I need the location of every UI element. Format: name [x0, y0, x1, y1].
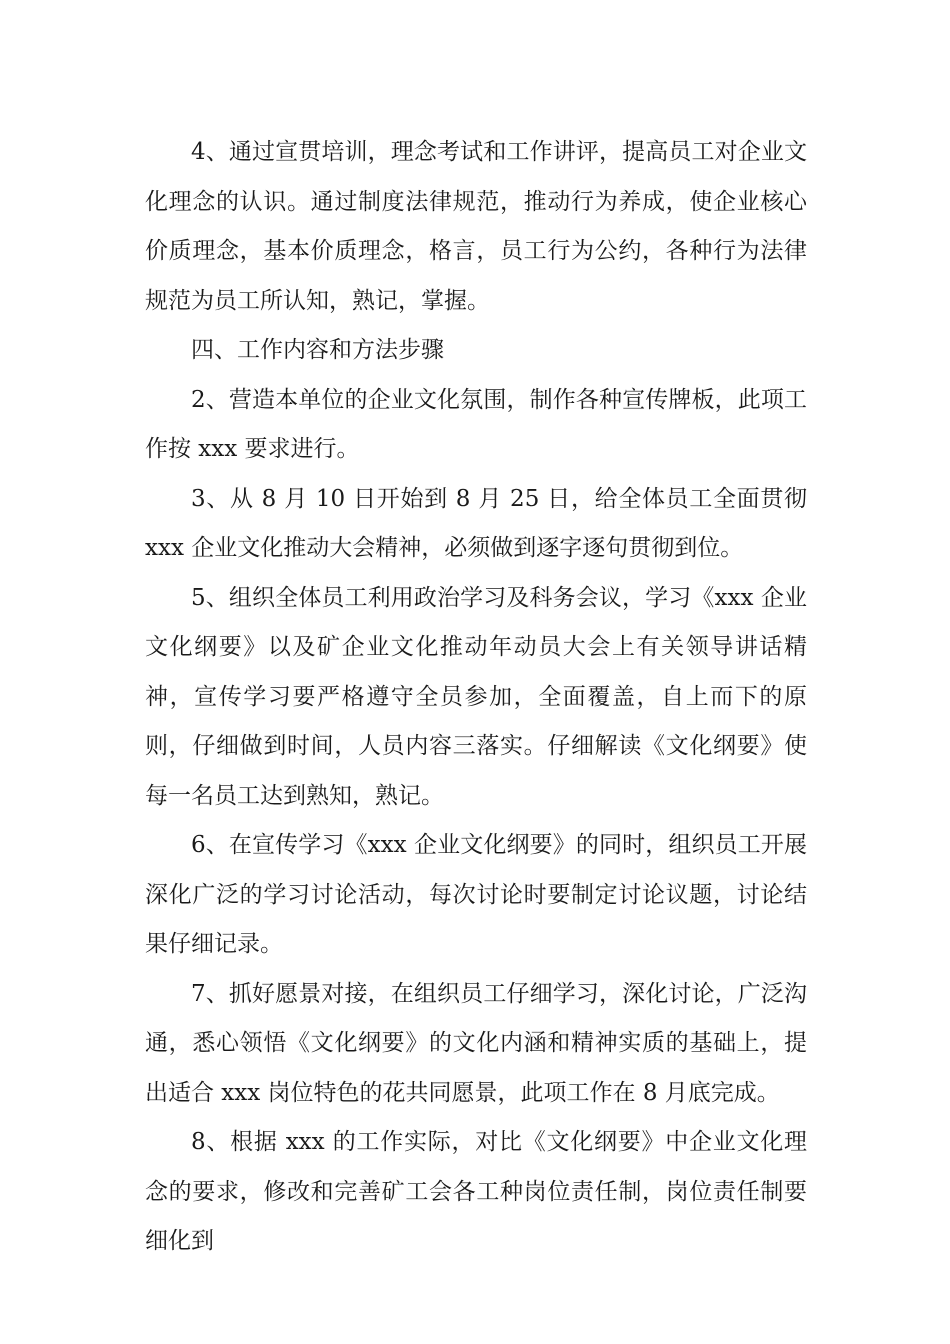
paragraph-item-3-schedule: 3、从 8 月 10 日开始到 8 月 25 日，给全体员工全面贯彻 xxx 企业文化推动大会精神，必须做到逐字逐句贯彻到位。 — [145, 485, 807, 561]
paragraph-item-2-atmosphere: 2、营造本单位的企业文化氛围，制作各种宣传牌板，此项工作按 xxx 要求进行。 — [145, 386, 807, 462]
document-body — [145, 128, 807, 1267]
paragraph-item-5-study: 5、组织全体员工利用政治学习及科务会议，学习《xxx 企业文化纲要》以及矿企业文化推动年动员大会上有关领导讲话精神，宣传学习要严格遵守全员参加，全面覆盖，自上而下的原则，仔细做到时间，人员内容三落实。仔细解读《文化纲要》使每一名员工达到熟知，熟记。 — [145, 584, 807, 809]
section-heading-work-content: 四、工作内容和方法步骤 — [191, 337, 444, 363]
paragraph-item-7-vision: 7、抓好愿景对接，在组织员工仔细学习，深化讨论，广泛沟通，悉心领悟《文化纲要》的文化内涵和精神实质的基础上，提出适合 xxx 岗位特色的花共同愿景，此项工作在 8 月底完成。 — [145, 980, 807, 1106]
paragraph-item-8-responsibility: 8、根据 xxx 的工作实际，对比《文化纲要》中企业文化理念的要求，修改和完善矿工会各工种岗位责任制，岗位责任制要细化到 — [145, 1129, 807, 1254]
paragraph-item-4-training: 4、通过宣贯培训，理念考试和工作讲评，提高员工对企业文化理念的认识。通过制度法律规范，推动行为养成，使企业核心价质理念，基本价质理念，格言，员工行为公约，各种行为法律规范为员工所认知，熟记，掌握。 — [145, 139, 807, 314]
paragraph-item-6-discussion: 6、在宣传学习《xxx 企业文化纲要》的同时，组织员工开展深化广泛的学习讨论活动，每次讨论时要制定讨论议题，讨论结果仔细记录。 — [145, 832, 807, 957]
